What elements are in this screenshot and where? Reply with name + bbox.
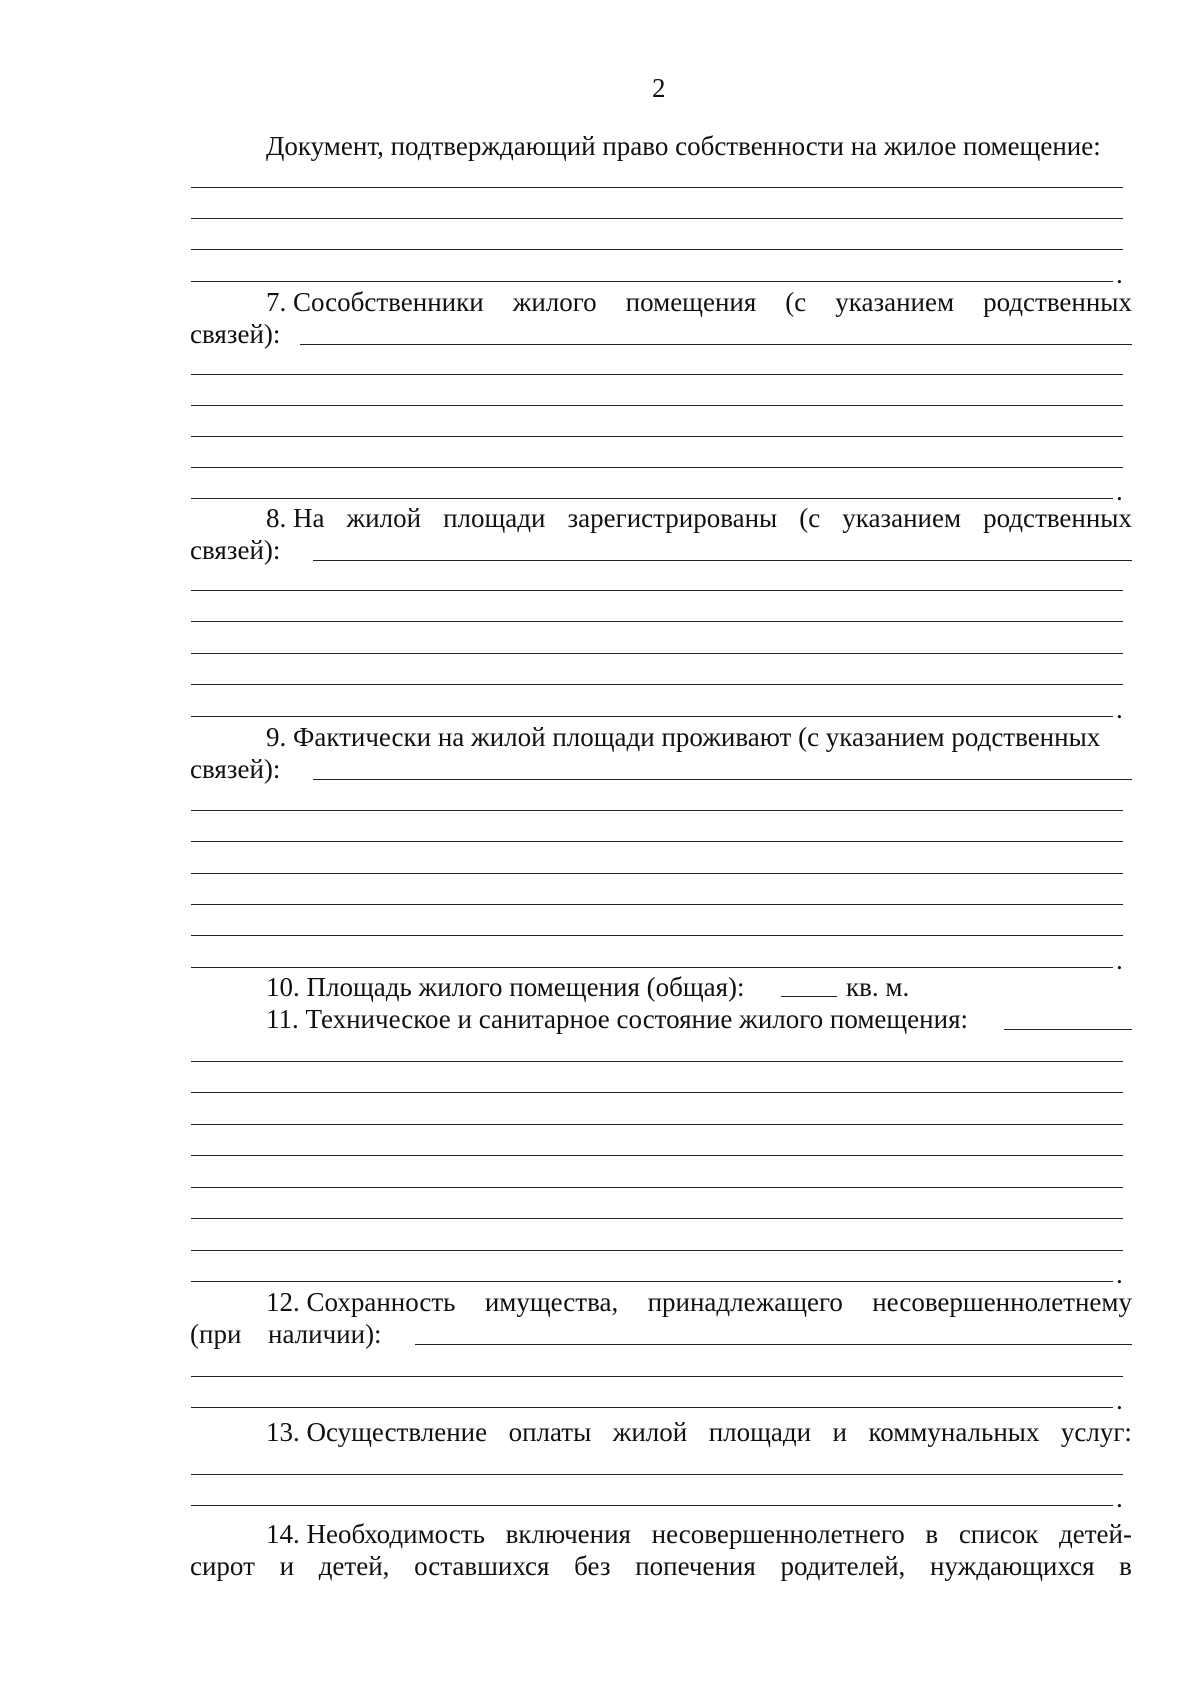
section10-unit: кв. м. xyxy=(846,972,910,1002)
section14-word: без xyxy=(574,1551,611,1581)
ownership-doc-label: Документ, подтверждающий право собственности на жилое помещение: xyxy=(266,131,1101,161)
section8-word: указанием xyxy=(842,503,962,533)
section8-line-0[interactable] xyxy=(313,560,1132,561)
section8-word: родственных xyxy=(983,503,1132,533)
section13-word: площади xyxy=(708,1417,812,1447)
section13-heading xyxy=(266,1416,1132,1448)
section10-label: 10. Площадь жилого помещения (общая): xyxy=(266,972,745,1002)
section9-heading: 9. Фактически на жилой площади проживают (с указанием родственных xyxy=(266,722,1101,752)
section9-cont: связей): xyxy=(190,754,281,784)
section11-end-dot: . xyxy=(1116,1259,1123,1289)
section11-label: 11. Техническое и санитарное состояние жилого помещения: xyxy=(266,1004,968,1034)
section9-line-2[interactable] xyxy=(191,841,1123,842)
section11-line-5[interactable] xyxy=(191,1187,1123,1188)
section12-end-dot: . xyxy=(1116,1385,1123,1415)
section14-line-2 xyxy=(190,1550,1132,1582)
section7-word: помещения xyxy=(625,287,757,317)
section11-line-8[interactable] xyxy=(191,1281,1113,1282)
section9-line-4[interactable] xyxy=(191,904,1123,905)
section11-line-4[interactable] xyxy=(191,1155,1123,1156)
section14-word: родителей, xyxy=(780,1551,906,1581)
section13-word: оплаты xyxy=(508,1417,592,1447)
section7-word: указанием xyxy=(835,287,955,317)
section7-heading xyxy=(266,286,1132,318)
section11-line-0[interactable] xyxy=(1004,1029,1132,1030)
section14-word: нуждающихся xyxy=(929,1551,1095,1581)
section12-word: 12. Сохранность xyxy=(266,1287,456,1317)
section7-word: родственных xyxy=(983,287,1132,317)
section14-word: детей- xyxy=(1058,1519,1132,1549)
page-number: 2 xyxy=(652,73,666,103)
section13-line-2[interactable] xyxy=(191,1505,1113,1506)
section8-word: 8. На xyxy=(266,503,325,533)
section7-word: жилого xyxy=(512,287,597,317)
section10-area-field[interactable] xyxy=(781,996,837,997)
section14-word: в xyxy=(1119,1551,1132,1581)
section12-word: несовершеннолетнему xyxy=(872,1287,1132,1317)
section11-line-7[interactable] xyxy=(191,1250,1123,1251)
section12-word: принадлежащего xyxy=(647,1287,843,1317)
section14-word: включения xyxy=(505,1519,631,1549)
section7-line-1[interactable] xyxy=(191,374,1123,375)
section9-line-5[interactable] xyxy=(191,935,1123,936)
section14-word: детей, xyxy=(318,1551,390,1581)
section9-line-3[interactable] xyxy=(191,873,1123,874)
section12-line-1[interactable] xyxy=(191,1376,1123,1377)
section14-word: сирот xyxy=(190,1551,255,1581)
section8-word: (с xyxy=(799,503,821,533)
ownership-doc-line-4[interactable] xyxy=(191,281,1113,282)
section11-line-6[interactable] xyxy=(191,1218,1123,1219)
section7-word: (с xyxy=(785,287,807,317)
section9-end-dot: . xyxy=(1116,945,1123,975)
section12-word: имущества, xyxy=(484,1287,619,1317)
section11-line-2[interactable] xyxy=(191,1092,1123,1093)
section7-end-dot: . xyxy=(1116,476,1123,506)
section7-line-3[interactable] xyxy=(191,436,1123,437)
section13-word: коммунальных xyxy=(868,1417,1040,1447)
section12-line-2[interactable] xyxy=(191,1407,1113,1408)
section13-line-1[interactable] xyxy=(191,1474,1123,1475)
section13-end-dot: . xyxy=(1116,1483,1123,1513)
ownership-doc-line-1[interactable] xyxy=(191,187,1123,188)
section13-word: услуг: xyxy=(1060,1417,1132,1447)
section14-word: в xyxy=(925,1519,939,1549)
section8-end-dot: . xyxy=(1116,694,1123,724)
section8-word: зарегистрированы xyxy=(567,503,778,533)
section8-line-2[interactable] xyxy=(191,621,1123,622)
section8-heading xyxy=(266,502,1132,534)
section8-line-4[interactable] xyxy=(191,684,1123,685)
section14-word: 14. Необходимость xyxy=(266,1519,485,1549)
section8-word: площади xyxy=(443,503,546,533)
ownership-doc-line-2[interactable] xyxy=(191,218,1123,219)
section8-line-5[interactable] xyxy=(191,716,1113,717)
section8-line-3[interactable] xyxy=(191,653,1123,654)
section9-line-6[interactable] xyxy=(191,967,1113,968)
section7-line-4[interactable] xyxy=(191,467,1123,468)
section12-cont-a: (при xyxy=(190,1319,242,1349)
ownership-doc-end-dot: . xyxy=(1116,259,1123,289)
section11-line-3[interactable] xyxy=(191,1124,1123,1125)
section14-word: несовершеннолетнего xyxy=(651,1519,905,1549)
section13-word: и xyxy=(832,1417,847,1447)
section13-word: жилой xyxy=(612,1417,688,1447)
section14-word: оставшихся xyxy=(414,1551,550,1581)
section14-word: список xyxy=(958,1519,1039,1549)
section13-word: 13. Осуществление xyxy=(266,1417,488,1447)
section7-line-0[interactable] xyxy=(300,344,1132,345)
section7-word: 7. Сособственники xyxy=(266,287,484,317)
section12-heading xyxy=(266,1286,1132,1318)
section7-line-5[interactable] xyxy=(191,498,1113,499)
section9-line-1[interactable] xyxy=(191,810,1123,811)
section7-line-2[interactable] xyxy=(191,405,1123,406)
section12-cont-b: наличии): xyxy=(268,1319,382,1349)
section8-word: жилой xyxy=(346,503,422,533)
section12-line-0[interactable] xyxy=(415,1344,1132,1345)
section14-word: и xyxy=(279,1551,295,1581)
section8-cont: связей): xyxy=(190,535,281,565)
section8-line-1[interactable] xyxy=(191,590,1123,591)
section11-line-1[interactable] xyxy=(191,1061,1123,1062)
section14-line-1 xyxy=(266,1518,1132,1550)
section14-word: попечения xyxy=(635,1551,756,1581)
ownership-doc-line-3[interactable] xyxy=(191,249,1123,250)
section7-cont: связей): xyxy=(190,319,281,349)
section9-line-0[interactable] xyxy=(313,779,1132,780)
